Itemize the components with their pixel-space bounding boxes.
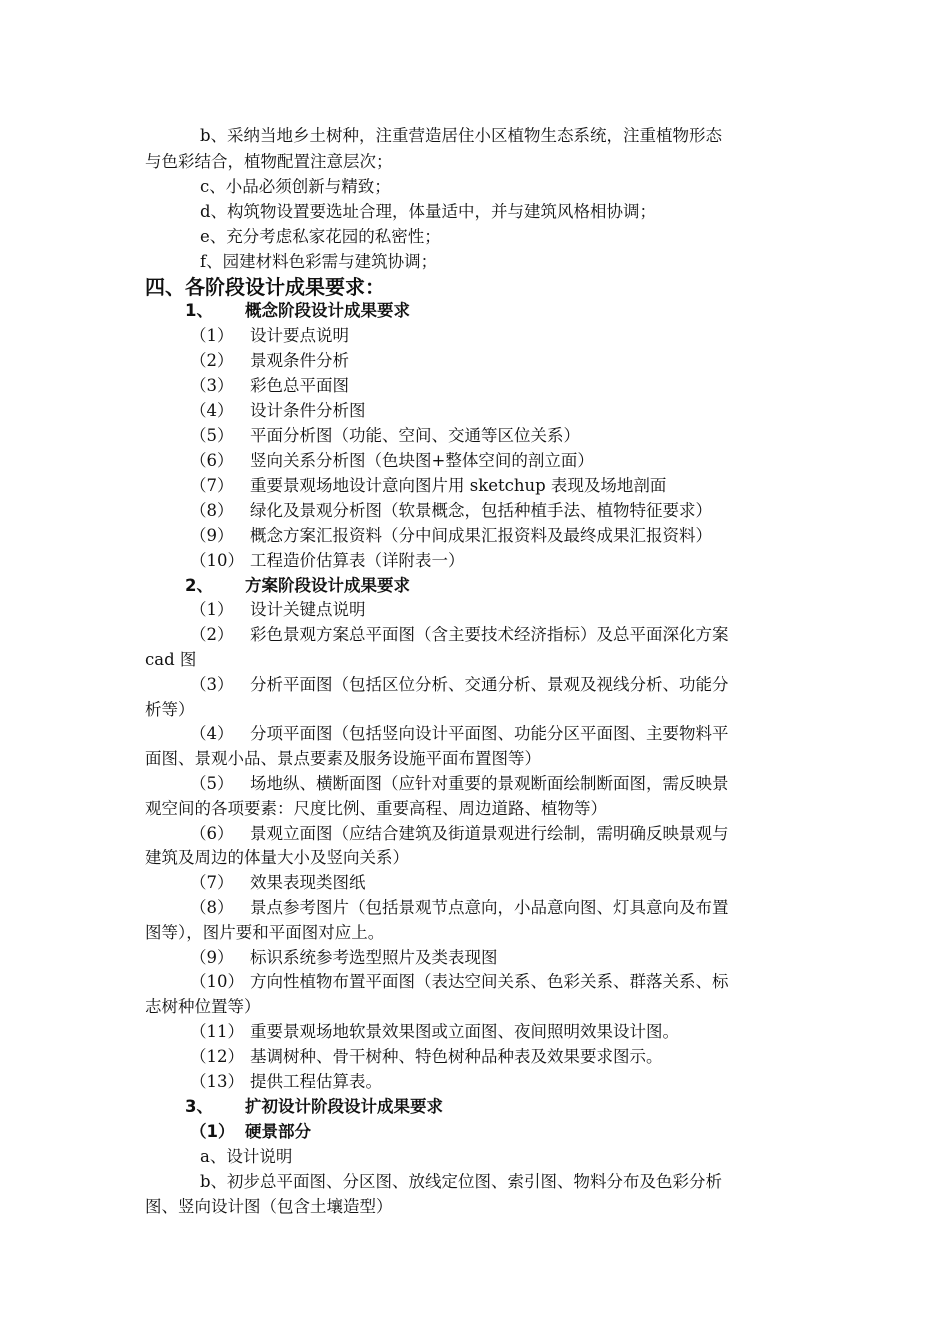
subsection-3-number: 3、	[185, 1097, 213, 1116]
item-number: （8）	[190, 898, 234, 917]
item-text: 方向性植物布置平面图（表达空间关系、色彩关系、群落关系、标	[250, 972, 729, 991]
list-item-b: b、采纳当地乡土树种，注重营造居住小区植物生态系统，注重植物形态	[200, 126, 723, 145]
item-text: 彩色景观方案总平面图（含主要技术经济指标）及总平面深化方案	[250, 625, 729, 644]
item-number: （3）	[190, 376, 234, 395]
list-item-b: b、初步总平面图、分区图、放线定位图、索引图、物料分布及色彩分析	[200, 1172, 723, 1191]
item-number: （10）	[190, 972, 244, 991]
item-number: （5）	[190, 426, 234, 445]
item-number: （10）	[190, 551, 244, 570]
item-text-continuation: 面图、景观小品、景点要素及服务设施平面布置图等）	[145, 749, 541, 768]
item-text: 设计要点说明	[250, 326, 349, 345]
list-item-b-cont: 与色彩结合，植物配置注意层次；	[145, 152, 393, 171]
item-number: （9）	[190, 948, 234, 967]
item-text-continuation: 建筑及周边的体量大小及竖向关系）	[145, 848, 409, 867]
part-1-number: （1）	[190, 1122, 235, 1141]
section-heading: 四、各阶段设计成果要求：	[145, 275, 385, 299]
item-text-continuation: 志树种位置等）	[145, 997, 261, 1016]
subsection-2-title: 方案阶段设计成果要求	[245, 576, 410, 595]
item-number: （8）	[190, 501, 234, 520]
item-text: 设计条件分析图	[250, 401, 366, 420]
item-text: 竖向关系分析图（色块图+整体空间的剖立面）	[250, 451, 594, 470]
item-text: 提供工程估算表。	[250, 1072, 382, 1091]
subsection-2-number: 2、	[185, 576, 213, 595]
item-text: 分项平面图（包括竖向设计平面图、功能分区平面图、主要物料平	[250, 724, 729, 743]
item-number: （1）	[190, 600, 234, 619]
list-item-f: f、园建材料色彩需与建筑协调；	[200, 252, 438, 271]
item-number: （9）	[190, 526, 234, 545]
item-text: 景观立面图（应结合建筑及街道景观进行绘制，需明确反映景观与	[250, 824, 729, 843]
item-text: 平面分析图（功能、空间、交通等区位关系）	[250, 426, 580, 445]
item-number: （6）	[190, 824, 234, 843]
item-number: （7）	[190, 873, 234, 892]
list-item-a: a、设计说明	[200, 1147, 293, 1166]
part-1-title: 硬景部分	[245, 1122, 311, 1141]
item-text: 效果表现类图纸	[250, 873, 366, 892]
item-number: （7）	[190, 476, 234, 495]
list-item-b-cont: 图、竖向设计图（包含土壤造型）	[145, 1197, 393, 1216]
item-text: 分析平面图（包括区位分析、交通分析、景观及视线分析、功能分	[250, 675, 729, 694]
item-text-continuation: 析等）	[145, 700, 195, 719]
item-number: （6）	[190, 451, 234, 470]
item-text: 绿化及景观分析图（软景概念，包括种植手法、植物特征要求）	[250, 501, 712, 520]
item-text: 设计关键点说明	[250, 600, 366, 619]
item-text-continuation: cad 图	[145, 650, 197, 669]
item-number: （12）	[190, 1047, 244, 1066]
item-number: （3）	[190, 675, 234, 694]
subsection-3-title: 扩初设计阶段设计成果要求	[245, 1097, 443, 1116]
item-number: （2）	[190, 351, 234, 370]
subsection-1-title: 概念阶段设计成果要求	[245, 301, 410, 320]
item-text: 重要景观场地设计意向图片用 sketchup 表现及场地剖面	[250, 476, 667, 495]
item-text: 场地纵、横断面图（应针对重要的景观断面绘制断面图，需反映景	[250, 774, 729, 793]
item-number: （4）	[190, 724, 234, 743]
item-text: 重要景观场地软景效果图或立面图、夜间照明效果设计图。	[250, 1022, 679, 1041]
item-number: （1）	[190, 326, 234, 345]
list-item-e: e、充分考虑私家花园的私密性；	[200, 227, 441, 246]
item-text: 基调树种、骨干树种、特色树种品种表及效果要求图示。	[250, 1047, 663, 1066]
item-number: （13）	[190, 1072, 244, 1091]
item-text: 工程造价估算表（详附表一）	[250, 551, 465, 570]
subsection-1-number: 1、	[185, 301, 213, 320]
item-number: （5）	[190, 774, 234, 793]
item-number: （2）	[190, 625, 234, 644]
item-text: 景观条件分析	[250, 351, 349, 370]
item-text-continuation: 图等），图片要和平面图对应上。	[145, 923, 385, 942]
item-text: 景点参考图片（包括景观节点意向，小品意向图、灯具意向及布置	[250, 898, 729, 917]
item-number: （11）	[190, 1022, 244, 1041]
item-text-continuation: 观空间的各项要素：尺度比例、重要高程、周边道路、植物等）	[145, 799, 607, 818]
item-text: 标识系统参考选型照片及类表现图	[250, 948, 498, 967]
item-text: 概念方案汇报资料（分中间成果汇报资料及最终成果汇报资料）	[250, 526, 712, 545]
list-item-d: d、构筑物设置要选址合理，体量适中，并与建筑风格相协调；	[200, 202, 657, 221]
list-item-c: c、小品必须创新与精致；	[200, 177, 391, 196]
item-number: （4）	[190, 401, 234, 420]
item-text: 彩色总平面图	[250, 376, 349, 395]
